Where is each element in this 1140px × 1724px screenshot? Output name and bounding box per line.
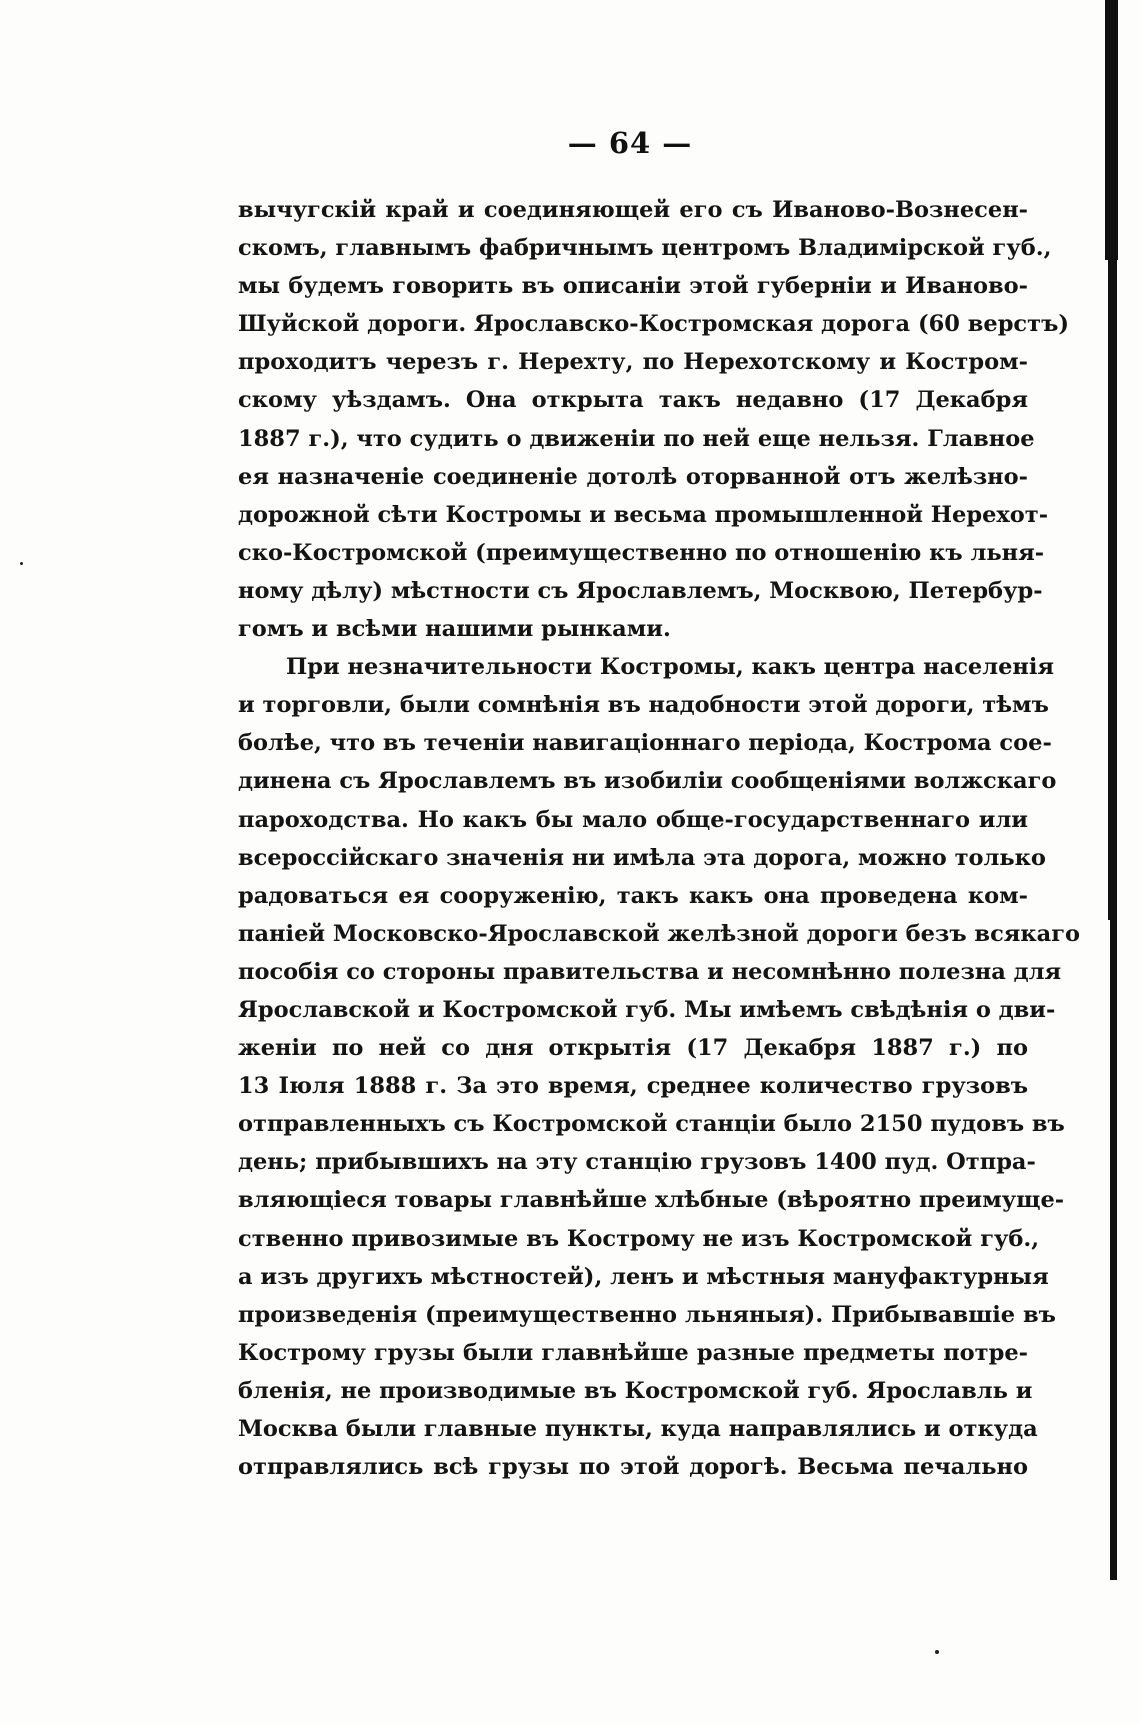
text-line: скомъ, главнымъ фабричнымъ центромъ Владимірской губ., [238, 235, 1052, 262]
text-line: произведенія (преимущественно льняныя). Прибывавшіе въ [238, 1301, 1056, 1328]
page-number: — 64 — [567, 126, 693, 160]
text-line: При незначительности Костромы, какъ центра населенія [286, 654, 1055, 681]
text-line: паніей Московско-Ярославской желѣзной дороги безъ всякаго [238, 920, 1081, 947]
text-line: ея назначеніе соединеніе дотолѣ оторванной отъ желѣзно- [238, 463, 1028, 490]
scan-speck [935, 1650, 939, 1654]
text-line: и торговли, были сомнѣнія въ надобности этой дороги, тѣмъ [238, 692, 1049, 719]
text-line: дорожной сѣти Костромы и весьма промышленной Нерехот- [238, 501, 1049, 528]
text-line: ному дѣлу) мѣстности съ Ярославлемъ, Москвою, Петербур- [238, 577, 1043, 604]
text-line: бленія, не производимые въ Костромской губ. Ярославль и [238, 1377, 1033, 1404]
text-line: пособія со стороны правительства и несомнѣнно полезна для [238, 958, 1062, 985]
text-line: всероссійскаго значенія ни имѣла эта дорога, можно только [238, 844, 1046, 871]
text-line: отправленныхъ съ Костромской станціи было 2150 пудовъ въ [238, 1111, 1065, 1138]
text-line: вычугскій край и соединяющей его съ Иваново-Вознесен- [238, 197, 1028, 223]
text-line: Шуйской дороги. Ярославско-Костромская дорога (60 верстъ) [238, 311, 1069, 338]
text-line: ственно привозимые въ Кострому не изъ Костромской губ., [238, 1225, 1040, 1252]
scan-speck [20, 562, 23, 565]
text-line: проходитъ черезъ г. Нерехту, по Нерехотскому и Костром- [238, 349, 1028, 376]
text-line: ско-Костромской (преимущественно по отношенію къ льня- [238, 539, 1045, 566]
body-text [238, 191, 1081, 1486]
scan-edge-shadow [1110, 920, 1117, 1580]
text-line: радоваться ея сооруженію, такъ какъ она проведена ком- [238, 882, 1028, 909]
scan-edge-shadow [1105, 0, 1118, 260]
text-line: Ярославской и Костромской губ. Мы имѣемъ свѣдѣнія о дви- [238, 996, 1056, 1023]
text-line: скому уѣздамъ. Она открыта такъ недавно (17 Декабря [238, 387, 1028, 414]
text-line: 1887 г.), что судить о движеніи по ней еще нельзя. Главное [238, 425, 1035, 452]
text-line: мы будемъ говорить въ описаніи этой губерніи и Иваново- [238, 273, 1028, 300]
text-line: отправлялись всѣ грузы по этой дорогѣ. Весьма печально [238, 1454, 1028, 1481]
text-line: Москва были главные пункты, куда направлялись и откуда [238, 1416, 1038, 1442]
text-line: гомъ и всѣми нашими рынками. [238, 616, 671, 643]
text-line: день; прибывшихъ на эту станцію грузовъ 1400 пуд. Отпра- [238, 1149, 1036, 1176]
text-line: пароходства. Но какъ бы мало обще-государственнаго или [238, 806, 1028, 833]
text-line: динена съ Ярославлемъ въ изобиліи сообщеніями волжскаго [238, 768, 1057, 795]
text-line: болѣе, что въ теченіи навигаціоннаго періода, Кострома сое- [238, 730, 1052, 757]
text-line: вляющіеся товары главнѣйше хлѣбные (вѣроятно преимуще- [238, 1187, 1065, 1214]
scan-edge-shadow [1108, 260, 1117, 920]
text-line: женіи по ней со дня открытія (17 Декабря 1887 г.) по [238, 1035, 1028, 1062]
text-line: 13 Іюля 1888 г. За это время, среднее количество грузовъ [238, 1073, 1028, 1100]
text-line: а изъ другихъ мѣстностей), ленъ и мѣстныя мануфактурныя [238, 1263, 1049, 1290]
text-line: Кострому грузы были главнѣйше разные предметы потре- [238, 1339, 1028, 1366]
